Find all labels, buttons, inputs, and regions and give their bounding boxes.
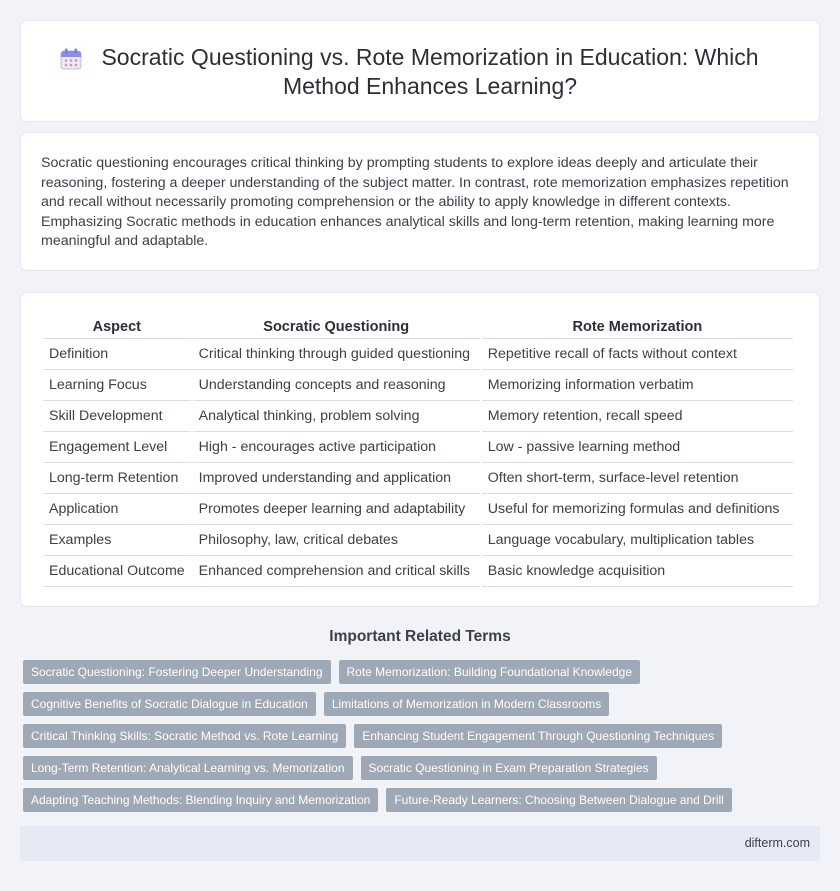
- intro-card: [20, 132, 820, 271]
- table-row: [43, 432, 793, 463]
- tag-row: [23, 788, 823, 812]
- table-cell: Memorizing information verbatim: [482, 370, 793, 401]
- table-cell: Useful for memorizing formulas and definitions: [482, 494, 793, 525]
- table-row: [43, 525, 793, 556]
- table-row: [43, 339, 793, 370]
- table-cell: Memory retention, recall speed: [482, 401, 793, 432]
- tag-row: [23, 756, 823, 780]
- related-term-tag[interactable]: Adapting Teaching Methods: Blending Inquiry and Memorization: [23, 788, 378, 812]
- related-terms-heading: Important Related Terms: [329, 628, 511, 645]
- page-title: Socratic Questioning vs. Rote Memorization in Education: Which Method Enhances Learning?: [101, 44, 759, 99]
- table-row: [43, 494, 793, 525]
- table-cell: Low - passive learning method: [482, 432, 793, 463]
- table-cell: Definition: [43, 339, 191, 370]
- footer: [20, 826, 820, 861]
- column-header-rote: Rote Memorization: [482, 313, 793, 339]
- table-cell: Repetitive recall of facts without context: [482, 339, 793, 370]
- table-cell: Application: [43, 494, 191, 525]
- table-cell: Educational Outcome: [43, 556, 191, 587]
- table-row: [43, 556, 793, 587]
- table-cell: High - encourages active participation: [193, 432, 480, 463]
- footer-site-link[interactable]: difterm.com: [744, 836, 810, 850]
- related-term-tag[interactable]: Socratic Questioning: Fostering Deeper Understanding: [23, 660, 331, 684]
- column-header-socratic: Socratic Questioning: [193, 313, 480, 339]
- intro-paragraph: Socratic questioning encourages critical thinking by prompting students to explore ideas deeply and articulate their reasoning, fostering a deeper understanding of the subject matter. In contrast, rote memorization emphasizes repetition and recall without necessarily promoting comprehension or the ability to apply knowledge in different contexts. Emphasizing Socratic methods in education enhances analytical skills and long-term retention, making learning more meaningful and adaptable.: [41, 155, 789, 250]
- related-term-tag[interactable]: Cognitive Benefits of Socratic Dialogue in Education: [23, 692, 316, 716]
- related-term-tag[interactable]: Rote Memorization: Building Foundational Knowledge: [339, 660, 641, 684]
- related-term-tag[interactable]: Socratic Questioning in Exam Preparation Strategies: [361, 756, 657, 780]
- related-term-tag[interactable]: Enhancing Student Engagement Through Questioning Techniques: [354, 724, 722, 748]
- table-cell: Improved understanding and application: [193, 463, 480, 494]
- tag-row: [23, 660, 823, 684]
- table-row: [43, 370, 793, 401]
- table-cell: Promotes deeper learning and adaptability: [193, 494, 480, 525]
- related-term-tag[interactable]: Critical Thinking Skills: Socratic Method vs. Rote Learning: [23, 724, 346, 748]
- tag-row: [23, 724, 823, 748]
- table-cell: Philosophy, law, critical debates: [193, 525, 480, 556]
- table-cell: Critical thinking through guided questioning: [193, 339, 480, 370]
- table-cell: Often short-term, surface-level retention: [482, 463, 793, 494]
- table-cell: Skill Development: [43, 401, 191, 432]
- header-card: [20, 20, 820, 122]
- comparison-card: [20, 292, 820, 607]
- related-term-tag[interactable]: Limitations of Memorization in Modern Classrooms: [324, 692, 609, 716]
- tag-row: [23, 692, 823, 716]
- table-row: [43, 401, 793, 432]
- table-cell: Language vocabulary, multiplication tables: [482, 525, 793, 556]
- column-header-aspect: Aspect: [43, 313, 191, 339]
- table-cell: Engagement Level: [43, 432, 191, 463]
- table-cell: Learning Focus: [43, 370, 191, 401]
- table-cell: Analytical thinking, problem solving: [193, 401, 480, 432]
- table-cell: Long-term Retention: [43, 463, 191, 494]
- table-row: [43, 463, 793, 494]
- table-cell: Understanding concepts and reasoning: [193, 370, 480, 401]
- table-header-row: [43, 313, 793, 339]
- related-term-tag[interactable]: Long-Term Retention: Analytical Learning vs. Memorization: [23, 756, 353, 780]
- table-cell: Enhanced comprehension and critical skills: [193, 556, 480, 587]
- table-cell: Examples: [43, 525, 191, 556]
- table-cell: Basic knowledge acquisition: [482, 556, 793, 587]
- related-term-tag[interactable]: Future-Ready Learners: Choosing Between Dialogue and Drill: [386, 788, 732, 812]
- comparison-table: [41, 313, 795, 587]
- related-terms-list: [23, 660, 823, 820]
